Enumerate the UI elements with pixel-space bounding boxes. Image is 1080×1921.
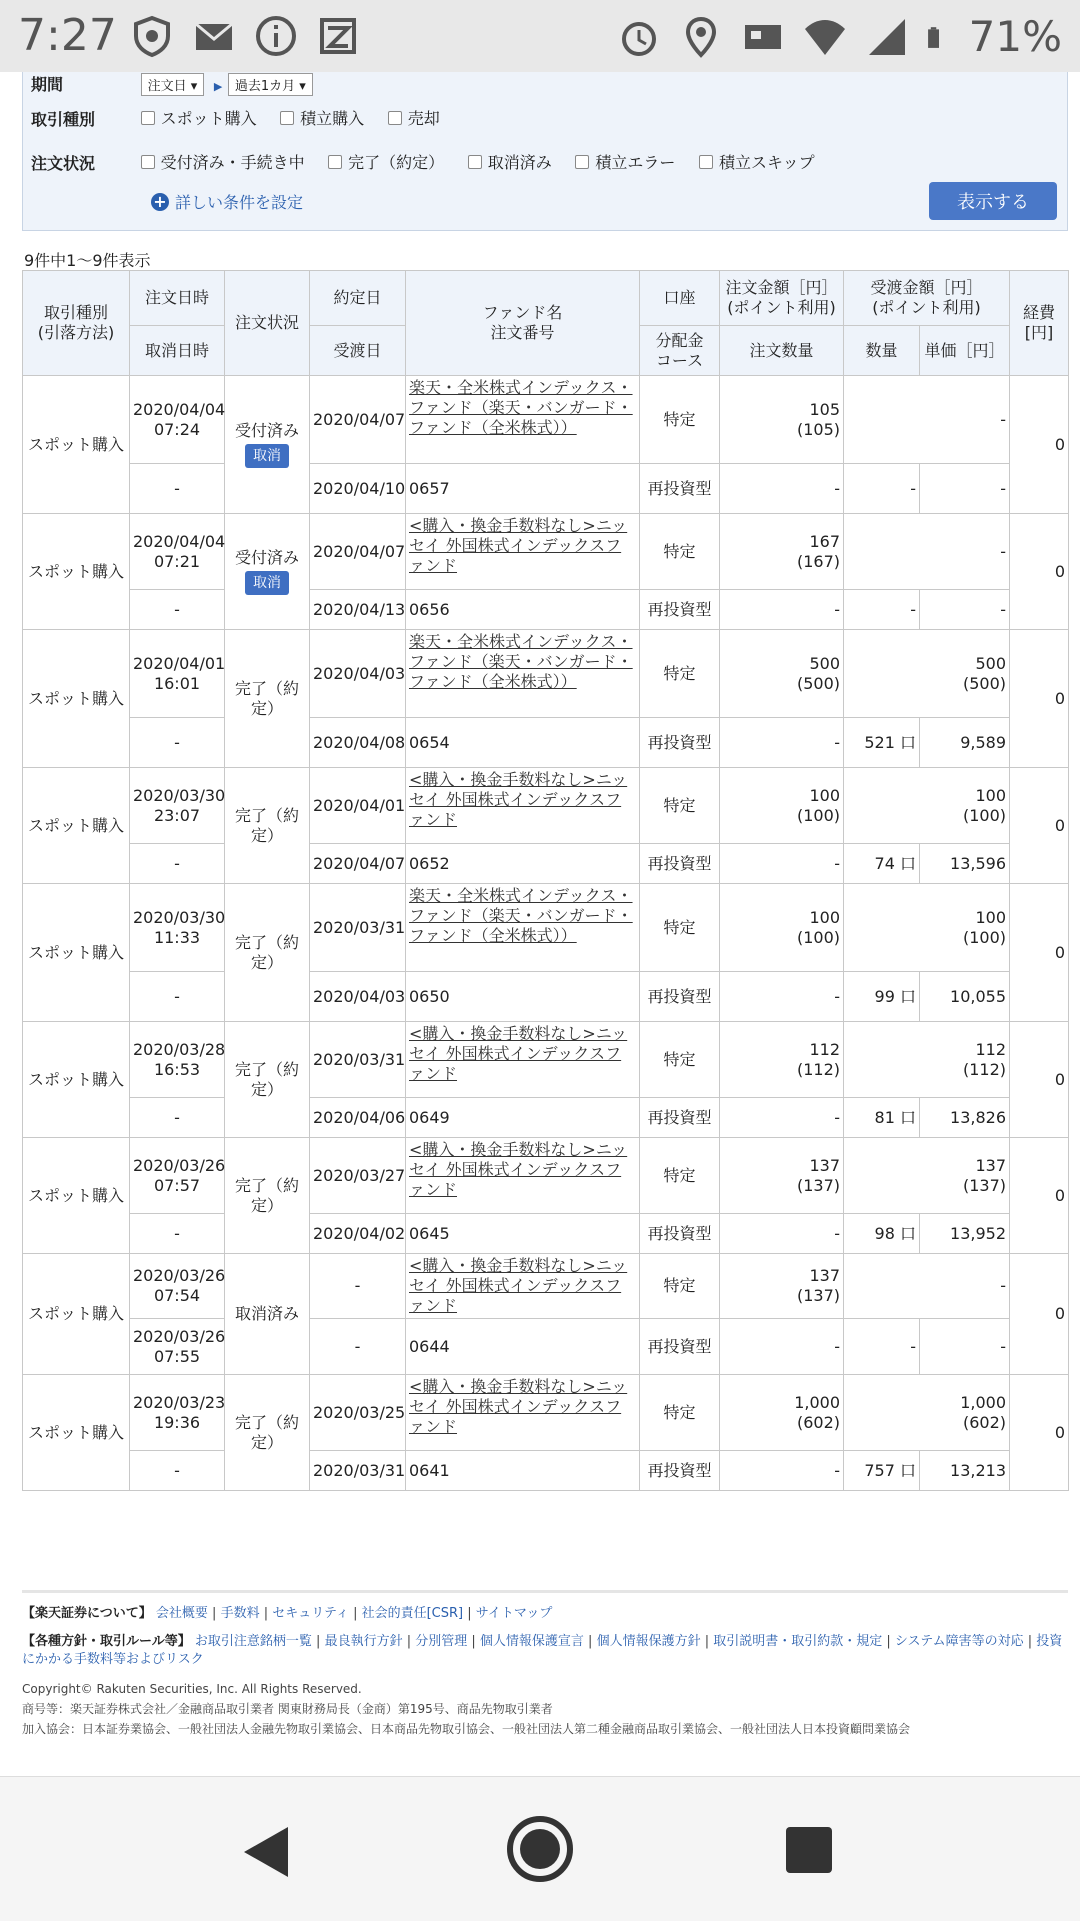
status-skip-checkbox[interactable]: 積立スキップ — [699, 150, 815, 173]
footer-link-sitemap[interactable]: サイトマップ — [475, 1606, 553, 1621]
fund-name-link[interactable]: <購入・換金手数料なし>ニッセイ 外国株式インデックスファンド — [409, 770, 628, 829]
distribution-course: 再投資型 — [640, 844, 720, 884]
table-row — [23, 768, 1069, 844]
footer-associations: 加入協会：日本証券業協会、一般社団法人金融先物取引業協会、日本商品先物取引協会、一般社団法人第二種金融商品取引業協会、一般社団法人日本投資顧問業協会 — [22, 1722, 911, 1736]
more-conditions-link[interactable]: + 詳しい条件を設定 — [151, 190, 303, 213]
footer-trade-name: 商号等：楽天証券株式会社／金融商品取引業者 関東財務局長（金商）第195号、商品先物取引業者 — [22, 1702, 553, 1716]
footer-link-caution[interactable]: お取引注意銘柄一覧 — [194, 1634, 312, 1649]
table-row — [23, 1451, 1069, 1491]
trade-type-label: 取引種別 — [31, 109, 96, 129]
trade-type: スポット購入 — [23, 376, 130, 514]
delivery-amount: 500 (500) — [844, 630, 1010, 718]
header-order-amount: 注文金額［円］ (ポイント利用) — [720, 271, 844, 326]
order-status-row — [31, 150, 833, 174]
header-delivery-date: 受渡日 — [310, 326, 406, 376]
header-execution-date: 約定日 — [310, 271, 406, 326]
table-row — [23, 1254, 1069, 1319]
distribution-course: 再投資型 — [640, 464, 720, 514]
order-number: 0649 — [406, 1098, 640, 1138]
order-amount: 137 (137) — [720, 1254, 844, 1319]
footer-link-segregation[interactable]: 分別管理 — [415, 1634, 468, 1649]
signal-icon — [865, 15, 909, 59]
order-datetime: 2020/03/30 23:07 — [130, 768, 225, 844]
order-datetime: 2020/04/04 07:24 — [130, 376, 225, 464]
distribution-course: 再投資型 — [640, 590, 720, 630]
table-row — [23, 514, 1069, 590]
quantity: - — [844, 590, 920, 630]
order-number: 0644 — [406, 1319, 640, 1375]
order-quantity: - — [720, 1319, 844, 1375]
footer-link-privacy-policy[interactable]: 個人情報保護方針 — [596, 1634, 701, 1649]
quantity: - — [844, 464, 920, 514]
account-type: 特定 — [640, 1138, 720, 1214]
execution-date: 2020/04/01 — [310, 768, 406, 844]
wifi-icon — [803, 15, 847, 59]
order-amount: 500 (500) — [720, 630, 844, 718]
header-account: 口座 — [640, 271, 720, 326]
trade-type-row — [31, 106, 458, 130]
order-datetime: 2020/03/30 11:33 — [130, 884, 225, 972]
unit-price: - — [920, 464, 1010, 514]
orders-table — [22, 270, 1069, 1491]
table-row — [23, 464, 1069, 514]
home-icon[interactable] — [506, 1815, 574, 1883]
table-row — [23, 718, 1069, 768]
order-status: 受付済み — [234, 548, 299, 567]
delivery-amount: 100 (100) — [844, 768, 1010, 844]
delivery-amount: - — [844, 376, 1010, 464]
quantity: 521 口 — [844, 718, 920, 768]
status-cancelled-checkbox[interactable]: 取消済み — [468, 150, 552, 173]
order-datetime: 2020/03/26 07:54 — [130, 1254, 225, 1319]
account-type: 特定 — [640, 630, 720, 718]
footer-policy-head: 【各種方針・取引ルール等】 — [22, 1634, 191, 1649]
period-range-select[interactable]: 過去1カ月 ▾ — [228, 73, 313, 96]
period-label: 期間 — [31, 75, 64, 94]
delivery-date: 2020/04/10 — [310, 464, 406, 514]
execution-date: 2020/04/07 — [310, 376, 406, 464]
shield-icon — [130, 14, 174, 58]
filter-panel — [22, 72, 1068, 231]
fund-name-link[interactable]: <購入・換金手数料なし>ニッセイ 外国株式インデックスファンド — [409, 1024, 628, 1083]
header-cancel-datetime: 取消日時 — [130, 326, 225, 376]
execution-date: 2020/03/27 — [310, 1138, 406, 1214]
quantity: 99 口 — [844, 972, 920, 1022]
order-quantity: - — [720, 464, 844, 514]
trade-type: スポット購入 — [23, 768, 130, 884]
delivery-amount: 137 (137) — [844, 1138, 1010, 1214]
order-status-cell — [225, 630, 310, 768]
cancel-datetime: - — [130, 464, 225, 514]
delivery-amount: 100 (100) — [844, 884, 1010, 972]
table-row — [23, 376, 1069, 464]
unit-price: 13,213 — [920, 1451, 1010, 1491]
fee: 0 — [1010, 768, 1069, 884]
table-row — [23, 1098, 1069, 1138]
footer-copyright: Copyright© Rakuten Securities, Inc. All Rights Reserved. — [22, 1682, 362, 1696]
cancel-datetime: - — [130, 1214, 225, 1254]
footer-link-privacy-declaration[interactable]: 個人情報保護宣言 — [479, 1634, 584, 1649]
delivery-date: 2020/04/13 — [310, 590, 406, 630]
order-quantity: - — [720, 590, 844, 630]
order-status: 完了（約定） — [234, 1059, 299, 1099]
table-row — [23, 590, 1069, 630]
status-time: 7:27 — [18, 10, 117, 61]
fund-name-link[interactable]: 楽天・全米株式インデックス・ファンド（楽天・バンガード・ファンド（全米株式）） — [409, 886, 633, 945]
execution-date: 2020/04/03 — [310, 630, 406, 718]
delivery-date: 2020/04/07 — [310, 844, 406, 884]
trade-type: スポット購入 — [23, 1375, 130, 1491]
header-order-datetime: 注文日時 — [130, 271, 225, 326]
order-status: 完了（約定） — [234, 805, 299, 845]
order-amount: 167 (167) — [720, 514, 844, 590]
trade-type-sell-checkbox[interactable]: 売却 — [388, 106, 440, 129]
trade-type: スポット購入 — [23, 630, 130, 768]
fee: 0 — [1010, 630, 1069, 768]
order-amount: 105 (105) — [720, 376, 844, 464]
cancel-datetime: - — [130, 718, 225, 768]
order-amount: 112 (112) — [720, 1022, 844, 1098]
order-number: 0652 — [406, 844, 640, 884]
order-status-cell — [225, 376, 310, 514]
unit-price: 13,596 — [920, 844, 1010, 884]
execution-date: 2020/03/25 — [310, 1375, 406, 1451]
footer-link-company[interactable]: 会社概要 — [155, 1606, 208, 1621]
unit-price: - — [920, 1319, 1010, 1375]
order-status: 完了（約定） — [234, 1175, 299, 1215]
delivery-date: 2020/04/06 — [310, 1098, 406, 1138]
table-row — [23, 1214, 1069, 1254]
order-status-cell — [225, 1138, 310, 1254]
distribution-course: 再投資型 — [640, 972, 720, 1022]
fee: 0 — [1010, 1375, 1069, 1491]
account-type: 特定 — [640, 376, 720, 464]
table-row — [23, 1319, 1069, 1375]
back-icon[interactable] — [240, 1825, 290, 1879]
footer-link-best-execution[interactable]: 最良執行方針 — [324, 1634, 403, 1649]
cancel-order-button[interactable]: 取消 — [245, 444, 289, 468]
plus-icon: + — [151, 193, 169, 211]
unit-price: 9,589 — [920, 718, 1010, 768]
order-status: 受付済み — [234, 421, 299, 440]
order-status-cell — [225, 1375, 310, 1491]
trade-type: スポット購入 — [23, 514, 130, 630]
fund-name-link[interactable]: 楽天・全米株式インデックス・ファンド（楽天・バンガード・ファンド（全米株式）） — [409, 378, 633, 437]
footer-policy: 【各種方針・取引ルール等】 お取引注意銘柄一覧 | 最良執行方針 | 分別管理 | 個人情報保護宣言 | 個人情報保護方針 | 取引説明書・取引約款・規定 | システム障害等の対応 | 投資にかかる手数料等およびリスク — [22, 1634, 1063, 1667]
cancel-datetime: - — [130, 1098, 225, 1138]
footer-link-security[interactable]: セキュリティ — [272, 1606, 349, 1621]
execution-date: - — [310, 1254, 406, 1319]
battery-level: 71% — [968, 12, 1062, 61]
table-row — [23, 1138, 1069, 1214]
table-row — [23, 884, 1069, 972]
cancel-datetime: 2020/03/26 07:55 — [130, 1319, 225, 1375]
order-number: 0641 — [406, 1451, 640, 1491]
cancel-datetime: - — [130, 844, 225, 884]
order-status-cell — [225, 514, 310, 630]
battery-icon — [927, 15, 951, 59]
table-row — [23, 630, 1069, 718]
arrow-right-icon: ▶ — [213, 80, 223, 93]
table-row — [23, 972, 1069, 1022]
order-amount: 137 (137) — [720, 1138, 844, 1214]
order-status-cell — [225, 1254, 310, 1375]
fund-name-link[interactable]: 楽天・全米株式インデックス・ファンド（楽天・バンガード・ファンド（全米株式）） — [409, 632, 633, 691]
fee: 0 — [1010, 1254, 1069, 1375]
trade-type: スポット購入 — [23, 884, 130, 1022]
status-error-checkbox[interactable]: 積立エラー — [575, 150, 675, 173]
period-type-select[interactable]: 注文日 ▾ — [141, 73, 205, 96]
order-status-cell — [225, 1022, 310, 1138]
fund-name-link[interactable]: <購入・換金手数料なし>ニッセイ 外国株式インデックスファンド — [409, 516, 628, 575]
footer-link-risk[interactable]: 投資にかかる手数料等およびリスク — [22, 1634, 1063, 1667]
order-status: 取消済み — [234, 1304, 299, 1323]
order-status: 完了（約定） — [234, 1412, 299, 1452]
order-quantity: - — [720, 1098, 844, 1138]
order-number: 0645 — [406, 1214, 640, 1254]
trade-type: スポット購入 — [23, 1138, 130, 1254]
order-number: 0656 — [406, 590, 640, 630]
trade-type: スポット購入 — [23, 1022, 130, 1138]
status-accepted-checkbox[interactable]: 受付済み・手続き中 — [141, 150, 305, 173]
header-delivery-amount: 受渡金額［円］ (ポイント利用) — [844, 271, 1010, 326]
order-amount: 100 (100) — [720, 884, 844, 972]
order-status-cell — [225, 884, 310, 1022]
trade-type-spot-checkbox[interactable]: スポット購入 — [141, 106, 257, 129]
header-quantity: 数量 — [844, 326, 920, 376]
recent-apps-icon[interactable] — [786, 1827, 832, 1873]
quantity: 98 口 — [844, 1214, 920, 1254]
footer-about: 【楽天証券について】 会社概要 | 手数料 | セキュリティ | 社会的責任[CSR] | サイトマップ — [22, 1606, 553, 1621]
unit-price: - — [920, 590, 1010, 630]
delivery-date: 2020/04/03 — [310, 972, 406, 1022]
footer-link-csr[interactable]: 社会的責任[CSR] — [361, 1606, 464, 1621]
cancel-order-button[interactable]: 取消 — [245, 571, 289, 595]
account-type: 特定 — [640, 1254, 720, 1319]
distribution-course: 再投資型 — [640, 1451, 720, 1491]
order-status: 完了（約定） — [234, 678, 299, 718]
delivery-date: - — [310, 1319, 406, 1375]
cancel-datetime: - — [130, 972, 225, 1022]
distribution-course: 再投資型 — [640, 1214, 720, 1254]
fee: 0 — [1010, 376, 1069, 514]
mail-icon — [192, 14, 236, 58]
quantity: 81 口 — [844, 1098, 920, 1138]
cancel-datetime: - — [130, 1451, 225, 1491]
order-number: 0654 — [406, 718, 640, 768]
account-type: 特定 — [640, 884, 720, 972]
account-type: 特定 — [640, 768, 720, 844]
order-datetime: 2020/04/04 07:21 — [130, 514, 225, 590]
delivery-amount: 112 (112) — [844, 1022, 1010, 1098]
order-number: 0657 — [406, 464, 640, 514]
header-fee: 経費 [円] — [1010, 271, 1069, 376]
unit-price: 13,952 — [920, 1214, 1010, 1254]
quantity: - — [844, 1319, 920, 1375]
table-row — [23, 1375, 1069, 1451]
location-icon — [679, 15, 723, 59]
trade-type-periodic-checkbox[interactable]: 積立購入 — [280, 106, 364, 129]
distribution-course: 再投資型 — [640, 1319, 720, 1375]
order-status-cell — [225, 768, 310, 884]
footer-link-terms[interactable]: 取引説明書・取引約款・規定 — [713, 1634, 883, 1649]
order-datetime: 2020/03/23 19:36 — [130, 1375, 225, 1451]
trade-type: スポット購入 — [23, 1254, 130, 1375]
result-count: 9件中1〜9件表示 — [24, 251, 151, 270]
order-status: 完了（約定） — [234, 932, 299, 972]
order-quantity: - — [720, 1214, 844, 1254]
account-type: 特定 — [640, 1375, 720, 1451]
delivery-date: 2020/04/02 — [310, 1214, 406, 1254]
order-quantity: - — [720, 718, 844, 768]
delivery-amount: 1,000 (602) — [844, 1375, 1010, 1451]
fee: 0 — [1010, 1138, 1069, 1254]
order-datetime: 2020/03/26 07:57 — [130, 1138, 225, 1214]
header-fund-name: ファンド名 注文番号 — [406, 271, 640, 376]
cast-icon — [741, 15, 785, 59]
alarm-icon — [617, 15, 661, 59]
show-button[interactable]: 表示する — [929, 182, 1057, 220]
footer-about-head: 【楽天証券について】 — [22, 1606, 152, 1621]
order-amount: 100 (100) — [720, 768, 844, 844]
fund-name-link[interactable]: <購入・換金手数料なし>ニッセイ 外国株式インデックスファンド — [409, 1377, 628, 1436]
header-trade-type: 取引種別 (引落方法) — [23, 271, 130, 376]
navigation-bar — [0, 1776, 1080, 1921]
delivery-date: 2020/03/31 — [310, 1451, 406, 1491]
header-order-status: 注文状況 — [225, 271, 310, 376]
table-row — [23, 1022, 1069, 1098]
footer-link-system-failure[interactable]: システム障害等の対応 — [894, 1634, 1024, 1649]
table-row — [23, 844, 1069, 884]
order-amount: 1,000 (602) — [720, 1375, 844, 1451]
distribution-course: 再投資型 — [640, 1098, 720, 1138]
delivery-amount: - — [844, 1254, 1010, 1319]
execution-date: 2020/03/31 — [310, 1022, 406, 1098]
quantity: 757 口 — [844, 1451, 920, 1491]
fund-name-link[interactable]: <購入・換金手数料なし>ニッセイ 外国株式インデックスファンド — [409, 1140, 628, 1199]
header-unit-price: 単価［円］ — [920, 326, 1010, 376]
status-bar — [0, 0, 1080, 72]
header-distribution: 分配金 コース — [640, 326, 720, 376]
fee: 0 — [1010, 1022, 1069, 1138]
footer-link-fees[interactable]: 手数料 — [220, 1606, 260, 1621]
unit-price: 13,826 — [920, 1098, 1010, 1138]
status-completed-checkbox[interactable]: 完了（約定） — [328, 150, 444, 173]
order-datetime: 2020/04/01 16:01 — [130, 630, 225, 718]
fee: 0 — [1010, 884, 1069, 1022]
order-number: 0650 — [406, 972, 640, 1022]
order-datetime: 2020/03/28 16:53 — [130, 1022, 225, 1098]
order-quantity: - — [720, 844, 844, 884]
order-quantity: - — [720, 972, 844, 1022]
quantity: 74 口 — [844, 844, 920, 884]
cancel-datetime: - — [130, 590, 225, 630]
app-icon — [316, 14, 360, 58]
order-status-label: 注文状況 — [31, 153, 96, 173]
distribution-course: 再投資型 — [640, 718, 720, 768]
info-icon — [254, 14, 298, 58]
header-order-quantity: 注文数量 — [720, 326, 844, 376]
unit-price: 10,055 — [920, 972, 1010, 1022]
execution-date: 2020/04/07 — [310, 514, 406, 590]
account-type: 特定 — [640, 1022, 720, 1098]
period-row — [31, 72, 317, 96]
delivery-amount: - — [844, 514, 1010, 590]
execution-date: 2020/03/31 — [310, 884, 406, 972]
order-quantity: - — [720, 1451, 844, 1491]
fee: 0 — [1010, 514, 1069, 630]
footer — [22, 1590, 1068, 1739]
delivery-date: 2020/04/08 — [310, 718, 406, 768]
account-type: 特定 — [640, 514, 720, 590]
fund-name-link[interactable]: <購入・換金手数料なし>ニッセイ 外国株式インデックスファンド — [409, 1256, 628, 1315]
